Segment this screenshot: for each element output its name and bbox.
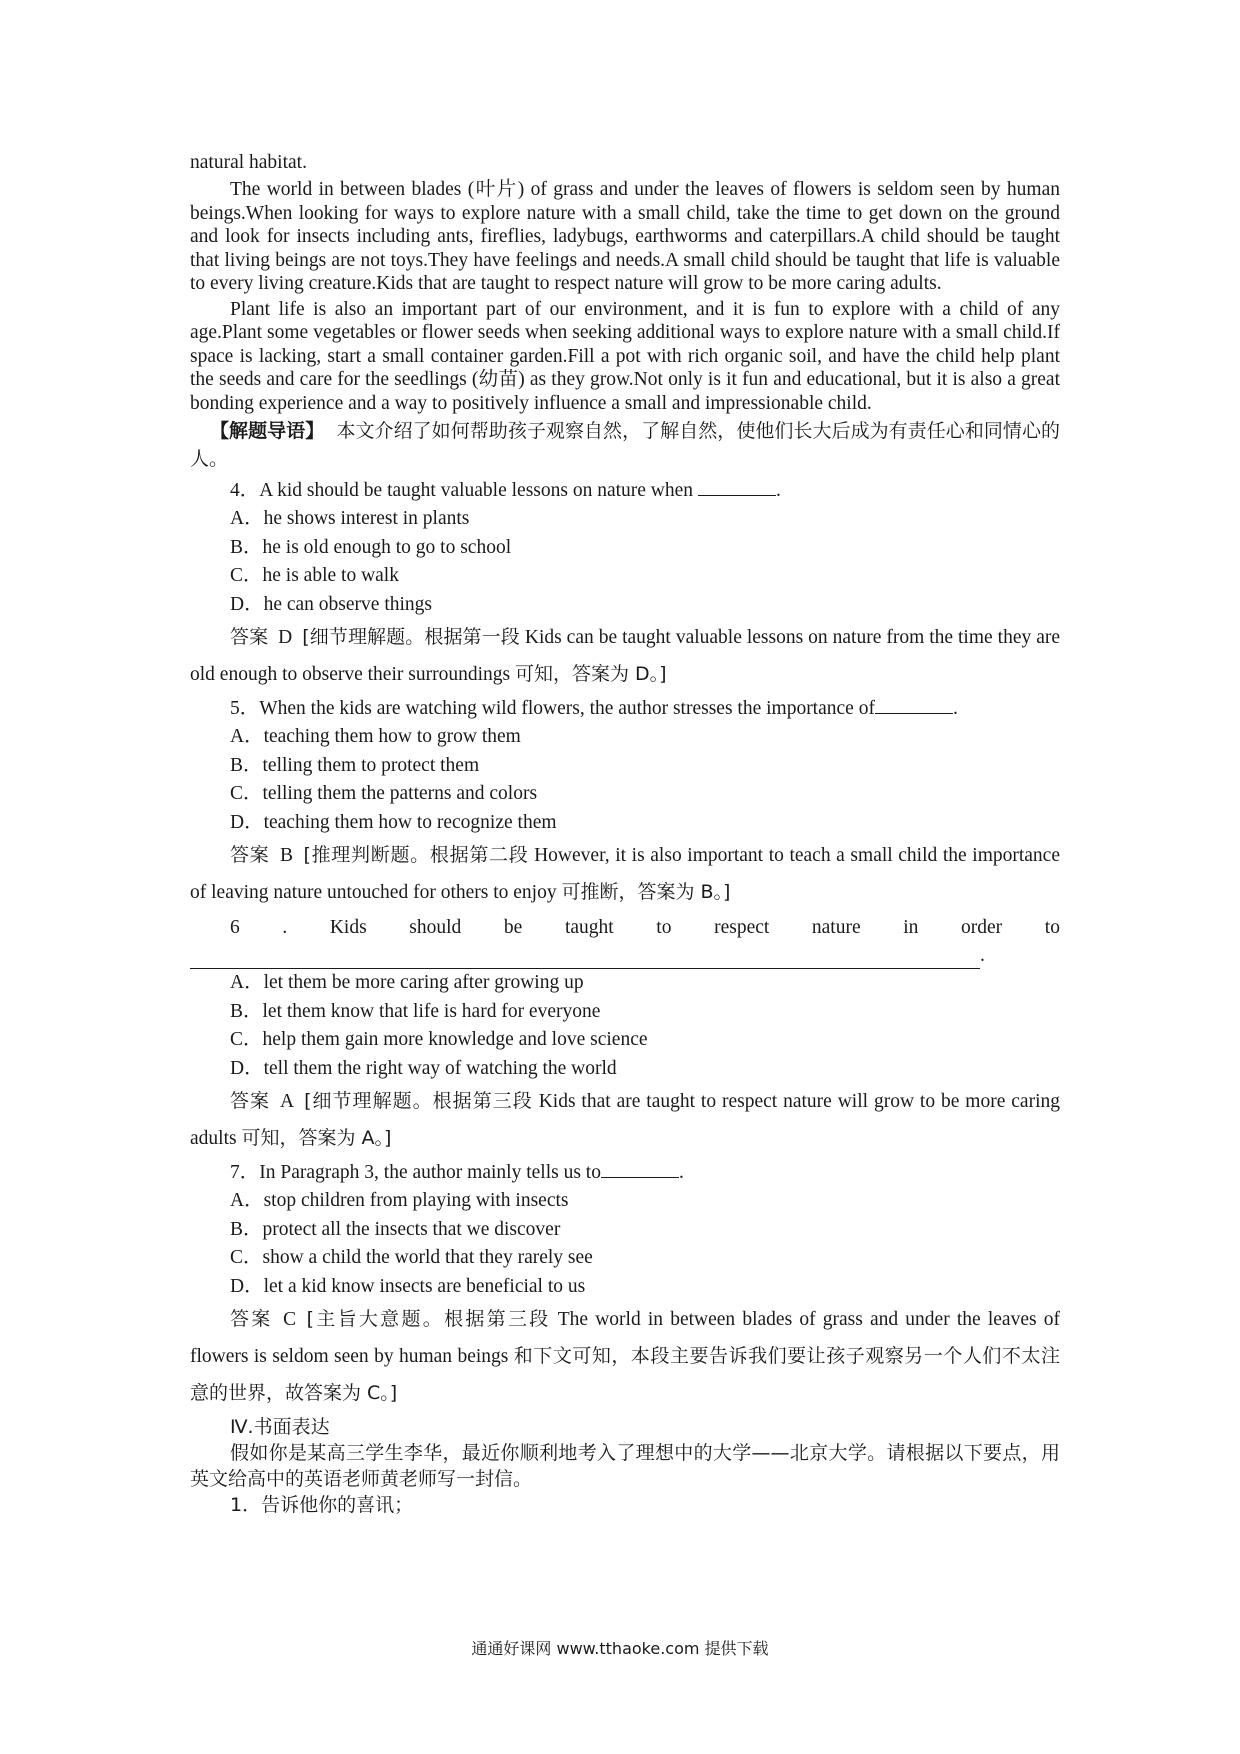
writing-heading: Ⅳ.书面表达	[230, 1416, 330, 1438]
passage-paragraph-2: Plant life is also an important part of our environment, and it is fun to explore with a child of any age.Plant some vegetables or flower seeds when seeking additional ways to explore nature with a small child.If space is lacking, start a small container garden.Fill a pot with rich organic soil, and have the child help plant the seeds and care for the seedlings (幼苗) as they grow.Not only is it fun and educational, but it is also a great bonding experience and a way to positively influence a small and impressionable child.	[190, 298, 1060, 414]
question-5-stem: 5．When the kids are watching wild flowers, the author stresses the importance of .	[190, 695, 1060, 723]
page-footer: 通通好课网 www.tthaoke.com 提供下载	[471, 1639, 769, 1658]
question-6-option-a: A．let them be more caring after growing up	[230, 972, 584, 993]
question-7-option-c: C．show a child the world that they rarely see	[230, 1247, 593, 1268]
question-7-option-b: B．protect all the insects that we discover	[230, 1218, 561, 1240]
writing-point-1: 1．告诉他你的喜讯；	[230, 1494, 414, 1516]
question-5-answer: 答案 B [推理判断题。根据第二段 However, it is also important to teach a small child the importance of leaving nature untouched for others to enjoy 可推断，答案为 B。]	[190, 844, 1060, 903]
guide-text: 本文介绍了如何帮助孩子观察自然，了解自然，使他们长大后成为有责任心和同情心的人。	[190, 420, 1060, 470]
document-page	[190, 150, 1060, 1518]
question-6-answer: 答案 A [细节理解题。根据第三段 Kids that are taught to respect nature will grow to be more caring adults 可知，答案为 A。]	[190, 1090, 1060, 1149]
question-6-option-c: C．help them gain more knowledge and love science	[230, 1029, 648, 1050]
question-4-answer: 答案 D [细节理解题。根据第一段 Kids can be taught valuable lessons on nature from the time they are old enough to observe their surroundings 可知，答案为 D。]	[190, 626, 1061, 685]
passage-paragraph-1: The world in between blades (叶片) of grass and under the leaves of flowers is seldom seen by human beings.When looking for ways to explore nature with a small child, take the time to get down on the ground and look for insects including ants, fireflies, ladybugs, earthworms and caterpillars.A child should be taught that living beings are not toys.They have feelings and needs.A small child should be taught that life is valuable to every living creature.Kids that are taught to respect nature will grow to be more caring adults.	[190, 179, 1060, 294]
question-7-stem: 7．In Paragraph 3, the author mainly tells us to .	[190, 1159, 1060, 1187]
question-6-option-d: D．tell them the right way of watching the world	[230, 1057, 617, 1079]
question-4-stem: 4．A kid should be taught valuable lessons on nature when .	[190, 477, 1060, 505]
question-5-option-d: D．teaching them how to recognize them	[230, 811, 557, 833]
question-4-option-b: B．he is old enough to go to school	[230, 536, 512, 558]
question-7-option-d: D．let a kid know insects are beneficial to us	[230, 1275, 586, 1297]
question-4-option-d: D．he can observe things	[230, 593, 432, 615]
question-5-option-a: A．teaching them how to grow them	[230, 726, 521, 747]
question-4-option-c: C．he is able to walk	[230, 565, 399, 586]
question-5-option-b: B．telling them to protect them	[230, 754, 480, 776]
question-7-answer: 答案 C [主旨大意题。根据第三段 The world in between blades of grass and under the leaves of flowers is seldom seen by human beings 和下文可知，本段主要告诉我们要让孩子观察另一个人们不太注意的世界，故答案为 C。]	[190, 1308, 1060, 1404]
passage-fragment: natural habitat.	[190, 152, 307, 173]
guide-label: 【解题导语】	[210, 420, 325, 442]
question-5-option-c: C．telling them the patterns and colors	[230, 783, 538, 804]
question-6-option-b: B．let them know that life is hard for everyone	[230, 1000, 601, 1022]
question-6-answer-blank: .	[190, 943, 1060, 969]
writing-prompt: 假如你是某高三学生李华，最近你顺利地考入了理想中的大学——北京大学。请根据以下要点，用英文给高中的英语老师黄老师写一封信。	[190, 1442, 1060, 1490]
guide-paragraph	[190, 417, 1060, 473]
question-4-option-a: A．he shows interest in plants	[230, 508, 470, 529]
question-6-stem: 6 . Kids should be taught to respect nature in order to	[230, 917, 1060, 938]
question-7-option-a: A．stop children from playing with insects	[230, 1190, 569, 1211]
